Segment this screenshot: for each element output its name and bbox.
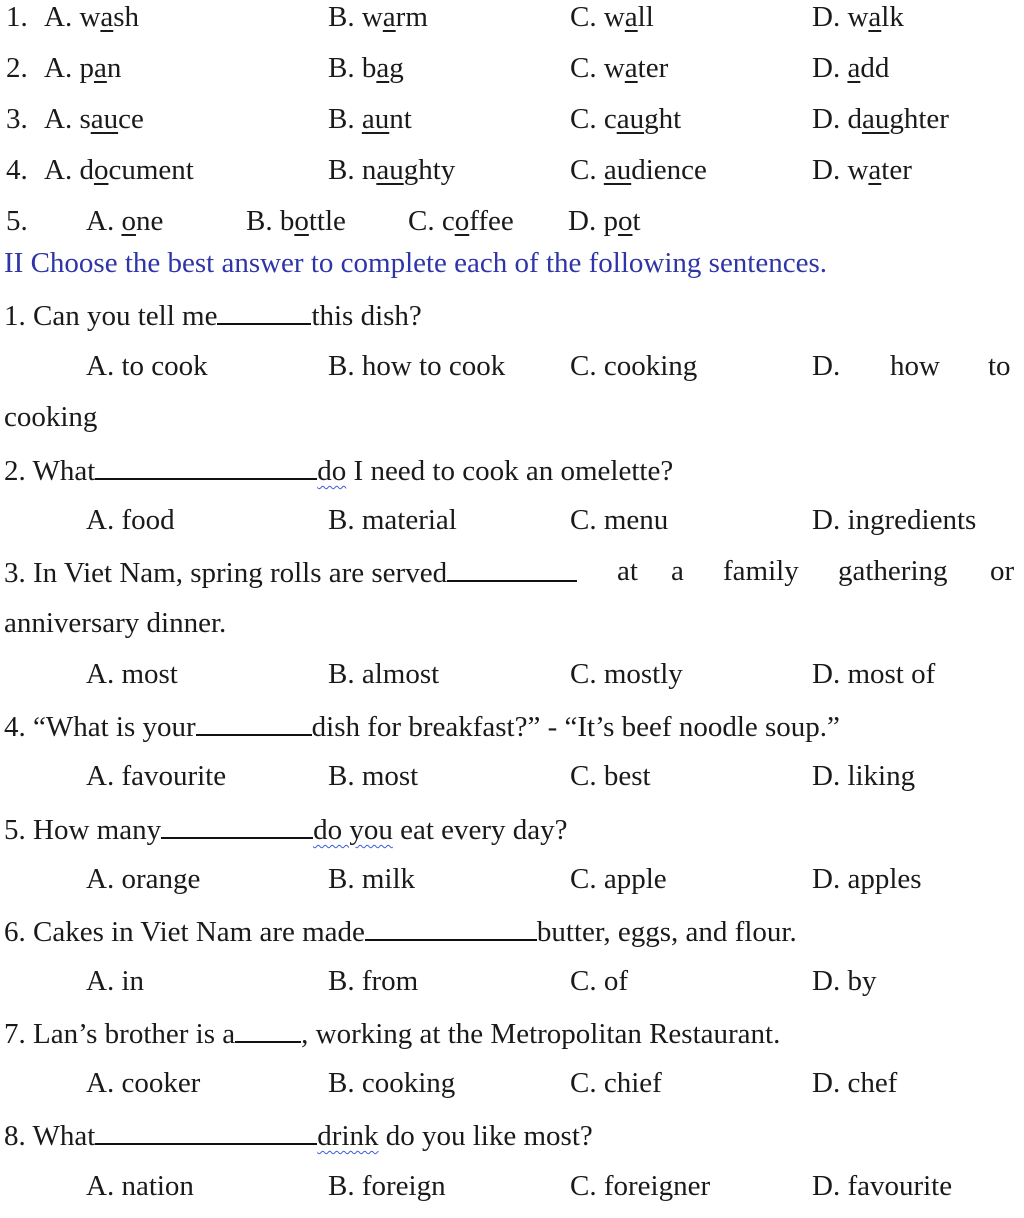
option-a[interactable]: A. to cook	[86, 350, 208, 382]
option-c[interactable]: C. coffee	[408, 205, 514, 237]
stem-word: at	[617, 555, 638, 587]
option-d-part3[interactable]: to	[988, 350, 1011, 382]
option-c[interactable]: C. mostly	[570, 658, 683, 690]
answer-blank[interactable]	[196, 708, 312, 736]
question-stem: 4. “What is your dish for breakfast?” - “It’s beef noodle soup.”	[4, 708, 840, 744]
option-d[interactable]: D. chef	[812, 1067, 898, 1099]
option-d[interactable]: D. apples	[812, 863, 922, 895]
option-d-part4[interactable]: cooking	[4, 401, 98, 433]
stem-continuation: anniversary dinner.	[4, 607, 227, 639]
option-c[interactable]: C. audience	[570, 154, 707, 186]
option-c[interactable]: C. menu	[570, 504, 669, 536]
option-d[interactable]: D. daughter	[812, 103, 949, 135]
stem-word: or	[990, 555, 1015, 587]
option-c[interactable]: C. chief	[570, 1067, 662, 1099]
question-stem: 1. Can you tell me this dish?	[4, 297, 422, 333]
answer-blank[interactable]	[95, 452, 317, 480]
option-d[interactable]: D. liking	[812, 760, 916, 792]
question-stem: 5. How many do you eat every day?	[4, 811, 568, 847]
stem-word: a	[671, 555, 684, 587]
option-b[interactable]: B. material	[328, 504, 457, 536]
option-a[interactable]: A. food	[86, 504, 175, 536]
question-number: 5.	[6, 205, 28, 237]
option-b[interactable]: B. most	[328, 760, 419, 792]
option-b[interactable]: B. milk	[328, 863, 416, 895]
option-b[interactable]: B. bottle	[246, 205, 346, 237]
question-number: 3.	[6, 103, 28, 135]
answer-blank[interactable]	[217, 297, 311, 325]
option-b[interactable]: B. how to cook	[328, 350, 506, 382]
option-c[interactable]: C. best	[570, 760, 651, 792]
option-a[interactable]: A. sauce	[44, 103, 144, 135]
question-stem: 7. Lan’s brother is a , working at the Metropolitan Restaurant.	[4, 1015, 780, 1051]
option-d[interactable]: D. pot	[568, 205, 641, 237]
option-a[interactable]: A. favourite	[86, 760, 227, 792]
option-c[interactable]: C. cooking	[570, 350, 698, 382]
option-a[interactable]: A. orange	[86, 863, 201, 895]
option-b[interactable]: B. almost	[328, 658, 440, 690]
option-d-part2[interactable]: how	[890, 350, 940, 382]
option-a[interactable]: A. document	[44, 154, 194, 186]
question-number: 1.	[6, 1, 28, 33]
answer-blank[interactable]	[235, 1015, 301, 1043]
option-a[interactable]: A. one	[86, 205, 164, 237]
answer-blank[interactable]	[447, 554, 577, 582]
stem-word: gathering	[838, 555, 948, 587]
option-a[interactable]: A. in	[86, 965, 144, 997]
option-a[interactable]: A. nation	[86, 1170, 194, 1202]
option-b[interactable]: B. foreign	[328, 1170, 446, 1202]
question-stem: 2. What do I need to cook an omelette?	[4, 452, 673, 488]
option-d[interactable]: D. ingredients	[812, 504, 977, 536]
question-stem: 3. In Viet Nam, spring rolls are served	[4, 554, 577, 590]
option-b[interactable]: B. naughty	[328, 154, 456, 186]
option-b[interactable]: B. bag	[328, 52, 404, 84]
option-c[interactable]: C. caught	[570, 103, 682, 135]
option-a[interactable]: A. pan	[44, 52, 122, 84]
option-d[interactable]: D. most of	[812, 658, 936, 690]
option-c[interactable]: C. apple	[570, 863, 667, 895]
option-d[interactable]: D. water	[812, 154, 912, 186]
answer-blank[interactable]	[365, 913, 537, 941]
option-d[interactable]: D. add	[812, 52, 890, 84]
option-d-part1[interactable]: D.	[812, 350, 841, 382]
option-a[interactable]: A. wash	[44, 1, 140, 33]
option-b[interactable]: B. cooking	[328, 1067, 456, 1099]
answer-blank[interactable]	[95, 1117, 317, 1145]
answer-blank[interactable]	[161, 811, 313, 839]
question-stem: 6. Cakes in Viet Nam are made butter, eggs, and flour.	[4, 913, 797, 949]
option-d[interactable]: D. by	[812, 965, 877, 997]
question-stem: 8. What drink do you like most?	[4, 1117, 593, 1153]
option-c[interactable]: C. of	[570, 965, 628, 997]
option-b[interactable]: B. aunt	[328, 103, 412, 135]
option-c[interactable]: C. wall	[570, 1, 654, 33]
option-b[interactable]: B. from	[328, 965, 419, 997]
option-d[interactable]: D. favourite	[812, 1170, 953, 1202]
option-c[interactable]: C. water	[570, 52, 669, 84]
option-a[interactable]: A. most	[86, 658, 178, 690]
option-b[interactable]: B. warm	[328, 1, 428, 33]
question-number: 2.	[6, 52, 28, 84]
option-d[interactable]: D. walk	[812, 1, 904, 33]
stem-word: family	[723, 555, 799, 587]
option-c[interactable]: C. foreigner	[570, 1170, 711, 1202]
section-heading: II Choose the best answer to complete each of the following sentences.	[4, 247, 828, 279]
option-a[interactable]: A. cooker	[86, 1067, 201, 1099]
question-number: 4.	[6, 154, 28, 186]
